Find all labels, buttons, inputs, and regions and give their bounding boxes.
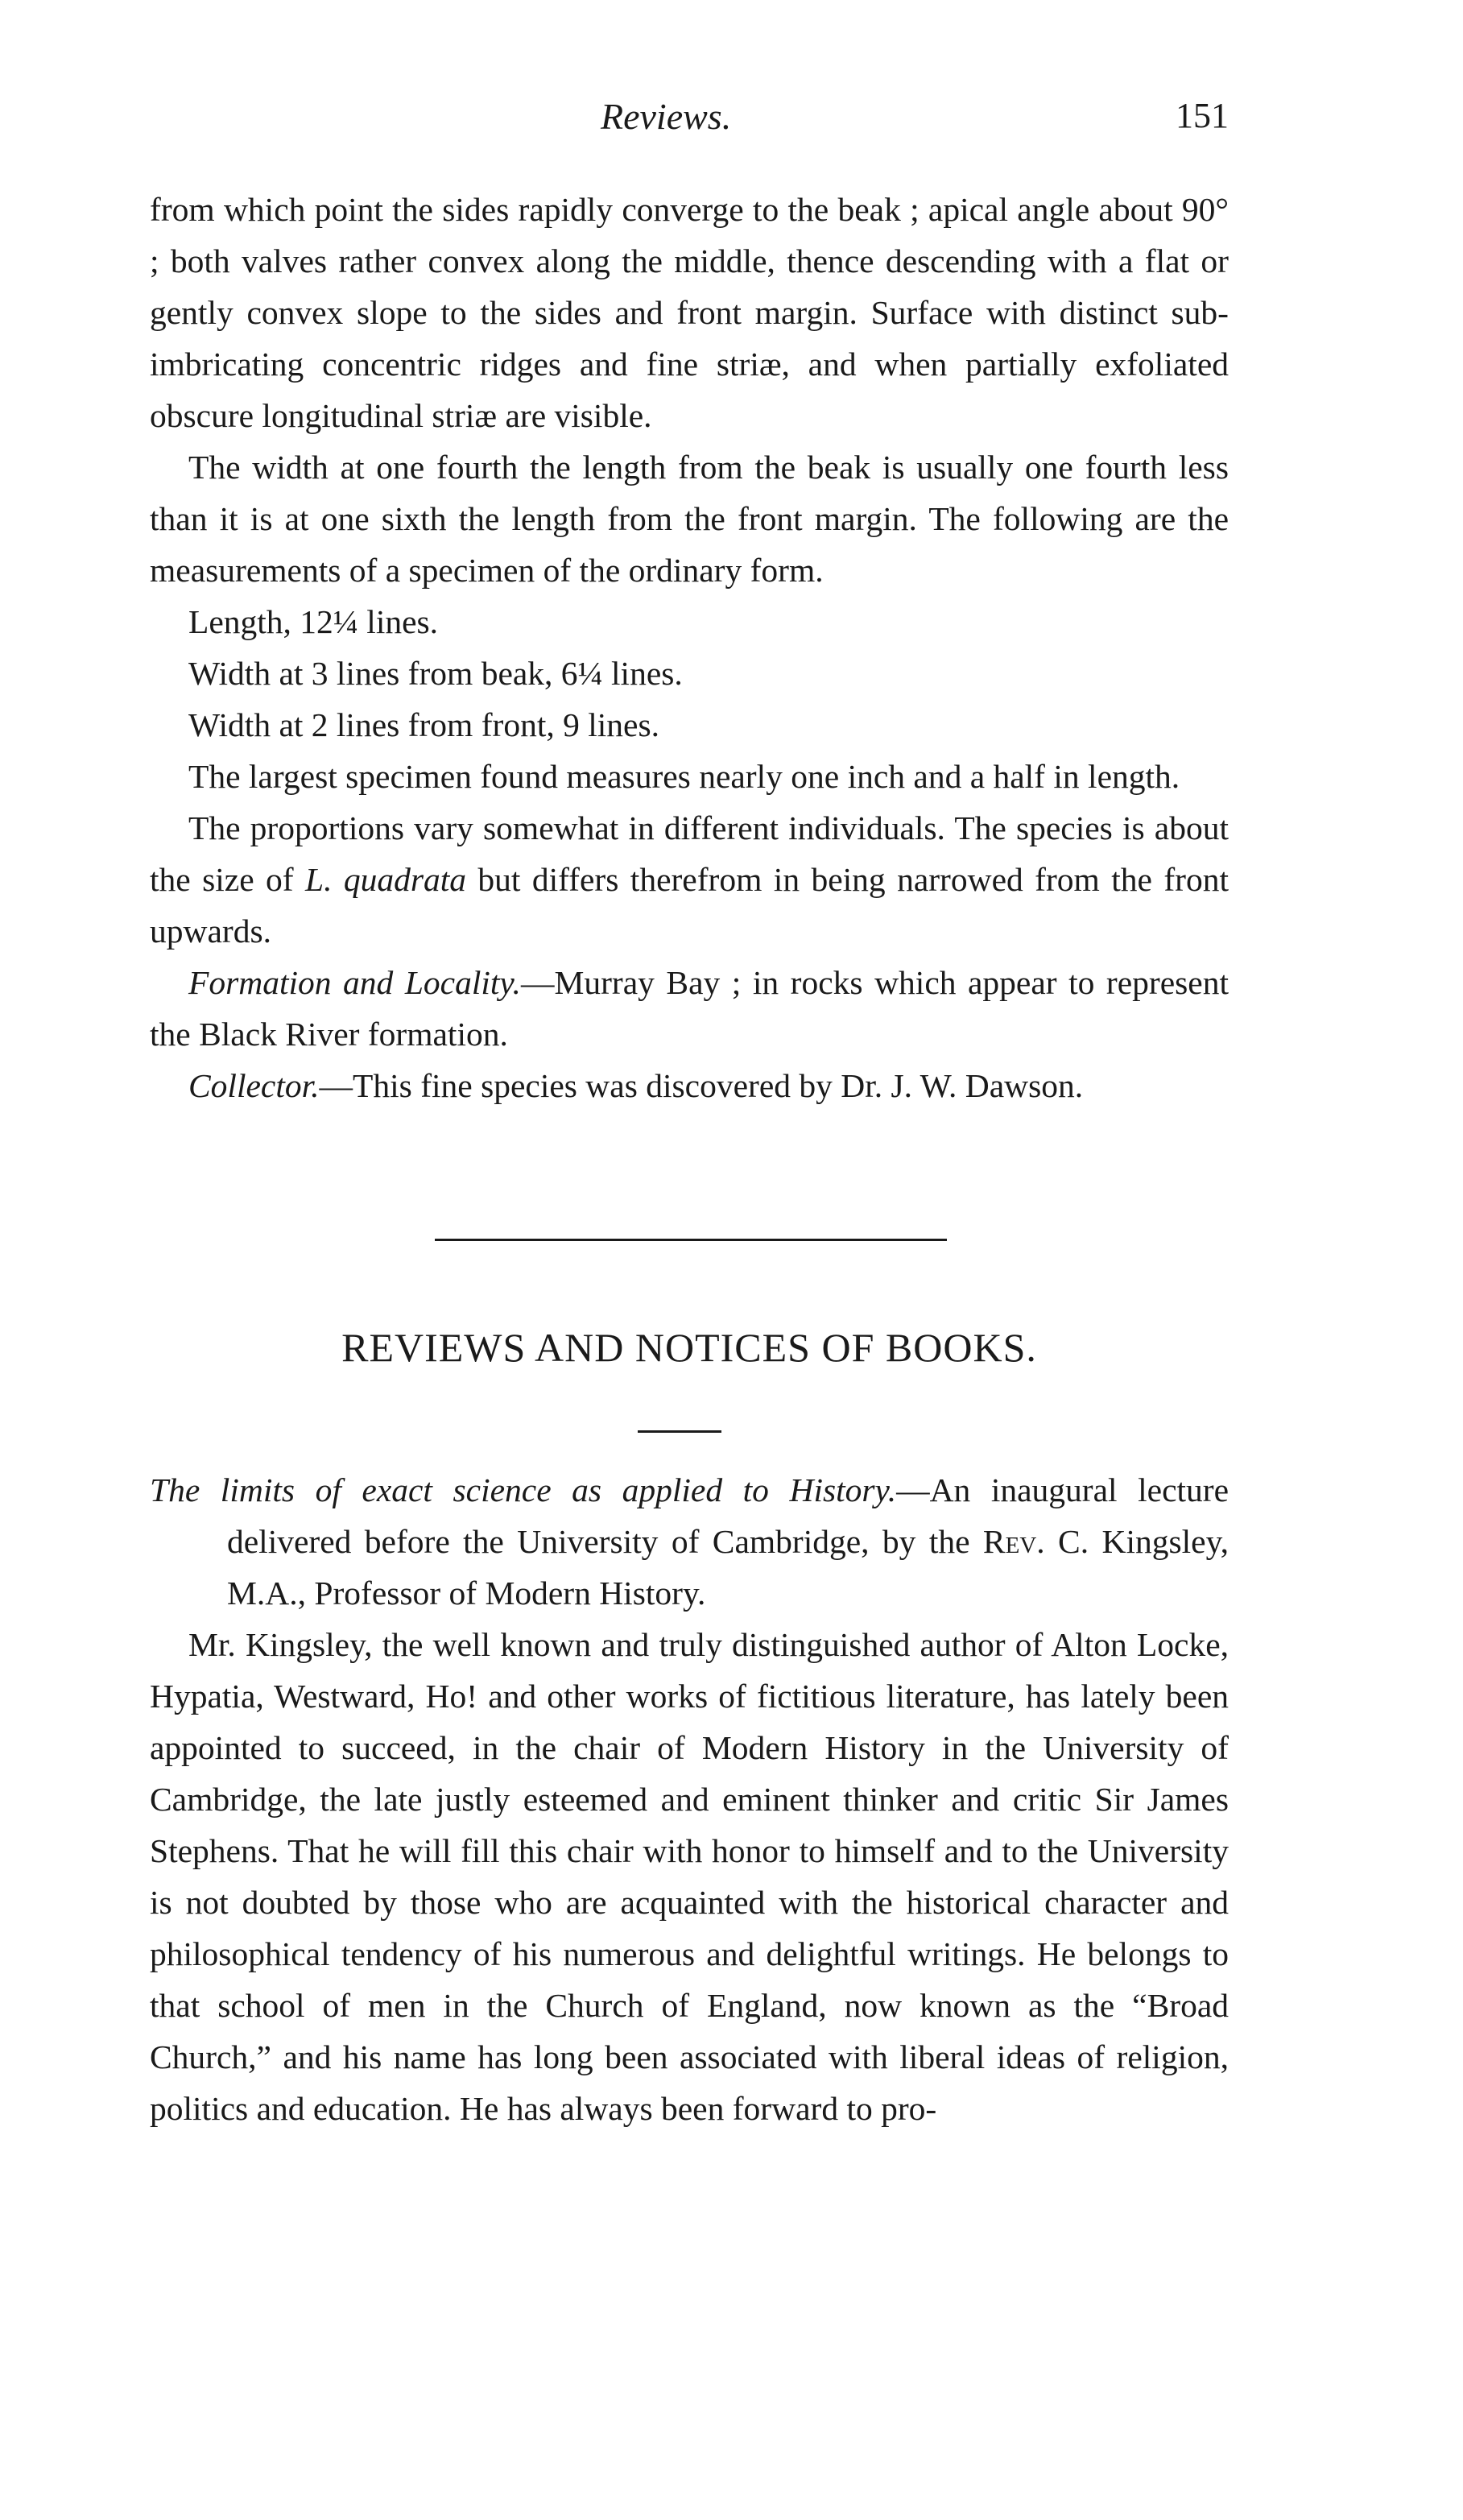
paragraph-continuation: from which point the sides rapidly converge to the beak ; apical angle about 90° ; both valves rather convex along the middle, thence descending with a flat or gently convex slope to the sides and front margin. Surface with distinct sub-imbricating concentric ridges and fine striæ, and when partially exfoliated obscure longitudinal striæ are visible. [150,191,1229,434]
measurement-width-front: Width at 2 lines from front, 9 lines. [188,706,659,743]
review-entry-heading [150,1464,1229,1619]
entry-text-a: —An inaugural lecture delivered before the University of Cambridge, by the [227,1471,1229,1560]
collector-label: Collector. [188,1067,320,1104]
section-divider-rule [435,1239,947,1241]
paragraph-largest-specimen: The largest specimen found measures nearly one inch and a half in length. [188,758,1180,795]
formation-label: Formation and Locality. [188,964,521,1001]
measurement-width-beak: Width at 3 lines from beak, 6¼ lines. [188,655,683,692]
species-description [150,184,1229,1111]
review-body: Mr. Kingsley, the well known and truly distinguished author of Alton Locke, Hypatia, Westward, Ho! and other works of fictitious literature, has lately been appointed to succeed, in the chair of Modern History in the University of Cambridge, the late justly esteemed and eminent thinker and critic Sir James Stephens. That he will fill this chair with honor to himself and to the University is not doubted by those who are acquainted with the historical character and philosophical tendency of his numerous and delightful writings. He belongs to that school of men in the Church of England, now known as the “Broad Church,” and his name has long been associated with liberal ideas of religion, politics and education. He has always been forward to pro- [150,1626,1229,2127]
proportions-text-b: but differs therefrom in being narrowed from the front upwards. [150,861,1229,950]
paragraph-width: The width at one fourth the length from the beak is usually one fourth less than it is at one sixth the length from the front margin. The following are the measurements of a specimen of the ordinary form. [150,449,1229,589]
paragraph-collector [150,1060,1229,1111]
rev-title: Rev. [982,1523,1045,1560]
section-heading: REVIEWS AND NOTICES OF BOOKS. [341,1325,1037,1370]
measurement-length: Length, 12¼ lines. [188,603,439,640]
paragraph-formation [150,957,1229,1060]
collector-text: —This fine species was discovered by Dr. J. W. Dawson. [319,1067,1084,1104]
entry-text-b: C. Kingsley, M.A., Professor of Modern History. [227,1523,1229,1612]
page-number: 151 [1176,96,1229,135]
species-name: L. quadrata [304,861,467,898]
running-head [150,95,1229,151]
heading-short-rule [638,1430,721,1433]
proportions-text-a: The proportions vary somewhat in different individuals. The species is about the size of [150,809,1229,898]
formation-text: —Murray Bay ; in rocks which appear to represent the Black River formation. [150,964,1229,1053]
running-title: Reviews. [601,96,732,137]
book-title: The limits of exact science as applied to History. [150,1471,897,1508]
paragraph-proportions [150,802,1229,957]
review-section [150,1464,1229,2134]
